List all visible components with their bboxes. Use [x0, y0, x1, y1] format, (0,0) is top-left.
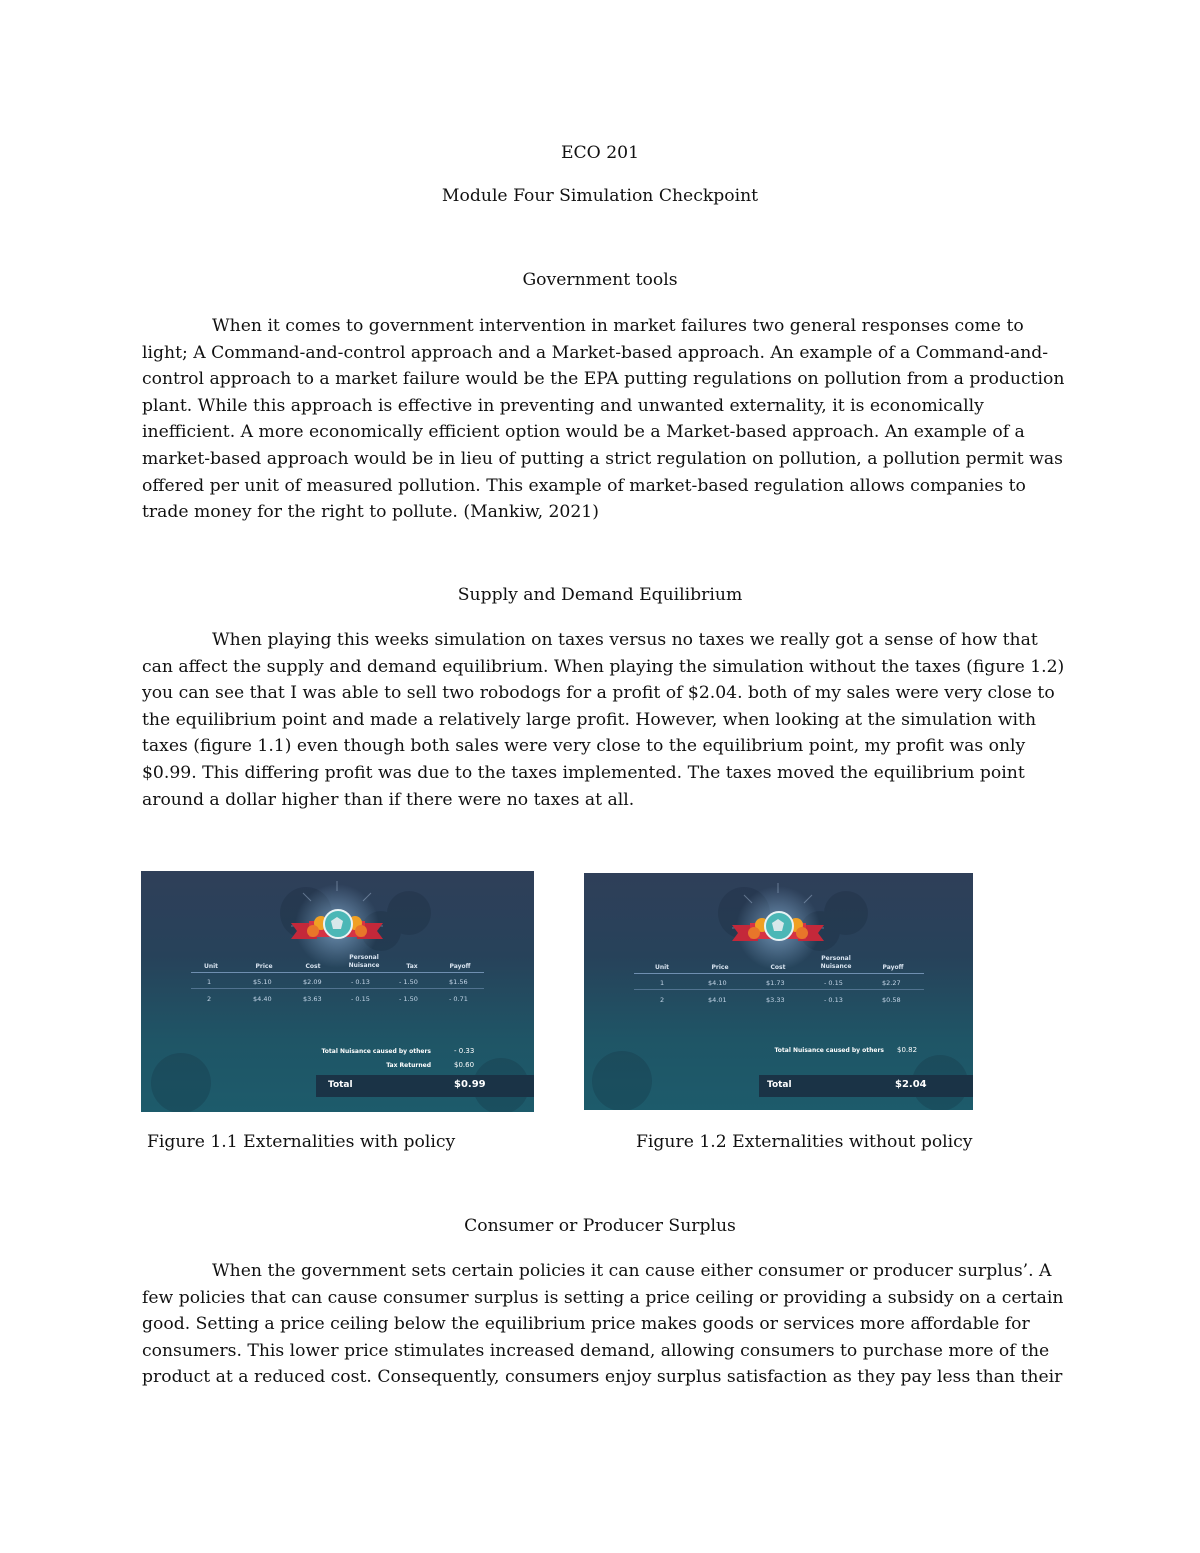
table-cell: - 0.13 [824, 996, 843, 1004]
column-header-price: Price [255, 963, 273, 970]
text-line: you can see that I was able to sell two robodogs for a profit of $2.04. both of my sales were very close to [142, 683, 1055, 704]
table-cell: - 1.50 [399, 978, 418, 986]
table-cell: $3.63 [303, 995, 322, 1003]
text-line: product at a reduced cost. Consequently, consumers enjoy surplus satisfaction as they pay less than their [142, 1367, 1063, 1388]
paragraph-supply-demand [142, 627, 1065, 813]
text-line: the equilibrium point and made a relatively large profit. However, when looking at the simulation with [142, 709, 1037, 730]
tax-returned-label: Tax Returned [386, 1062, 431, 1069]
row-divider [634, 989, 924, 990]
table-cell: - 0.13 [351, 978, 370, 986]
figure-1-2-caption: Figure 1.2 Externalities without policy [636, 1132, 973, 1152]
section-heading-supply-demand: Supply and Demand Equilibrium [457, 585, 743, 605]
text-line: good. Setting a price ceiling below the equilibrium price makes goods or services more affordable for [142, 1314, 1030, 1335]
column-header-personal-nuisance: Personal Nuisance [348, 954, 380, 969]
figure-1-1-screenshot [141, 871, 534, 1112]
header-divider [634, 973, 924, 974]
text-line: trade money for the right to pollute. (Mankiw, 2021) [142, 502, 599, 523]
tax-returned-value: $0.60 [454, 1061, 475, 1069]
table-cell: 1 [660, 979, 665, 987]
column-header-tax: Tax [406, 963, 418, 970]
text-line: can affect the supply and demand equilibrium. When playing the simulation without the taxes (figure 1.2) [142, 656, 1065, 677]
total-nuisance-label: Total Nuisance caused by others [774, 1047, 884, 1054]
text-line: taxes (figure 1.1) even though both sales were very close to the equilibrium point, my profit was only [142, 736, 1026, 757]
table-cell: $2.09 [303, 978, 322, 986]
total-nuisance-value: - 0.33 [454, 1047, 475, 1055]
column-header-price: Price [711, 964, 729, 971]
table-cell: - 0.15 [824, 979, 843, 987]
table-cell: 1 [207, 978, 212, 986]
course-code: ECO 201 [560, 143, 640, 163]
table-cell: 2 [207, 995, 212, 1003]
text-line: When playing this weeks simulation on taxes versus no taxes we really got a sense of how that [212, 630, 1038, 650]
text-line: When it comes to government intervention in market failures two general responses come to [212, 316, 1024, 336]
column-header-personal-nuisance: Personal Nuisance [820, 955, 852, 970]
table-cell: $4.10 [708, 979, 727, 987]
table-cell: $0.58 [882, 996, 901, 1004]
table-cell: $3.33 [766, 996, 785, 1004]
column-header-unit: Unit [203, 963, 219, 970]
text-line: offered per unit of measured pollution. This example of market-based regulation allows companies to [142, 475, 1026, 496]
total-value: $0.99 [454, 1079, 486, 1090]
column-header-unit: Unit [654, 964, 670, 971]
header-divider [191, 972, 484, 973]
table-cell: $1.73 [766, 979, 785, 987]
section-heading-surplus: Consumer or Producer Surplus [464, 1216, 736, 1236]
total-bar [316, 1075, 534, 1097]
total-value: $2.04 [895, 1079, 927, 1090]
text-line: light; A Command-and-control approach and a Market-based approach. An example of a Command-and- [142, 342, 1049, 363]
text-line: inefficient. A more economically efficient option would be a Market-based approach. An example of a [142, 422, 1025, 443]
total-nuisance-value: $0.82 [897, 1046, 918, 1054]
table-cell: 2 [660, 996, 665, 1004]
figure-1-1-caption: Figure 1.1 Externalities with policy [147, 1132, 456, 1152]
table-cell: - 1.50 [399, 995, 418, 1003]
section-heading-government-tools: Government tools [522, 270, 678, 290]
total-nuisance-label: Total Nuisance caused by others [321, 1048, 431, 1055]
column-header-cost: Cost [305, 963, 321, 970]
text-line: plant. While this approach is effective in preventing and unwanted externality, it is economically [142, 395, 984, 416]
document-title: Module Four Simulation Checkpoint [441, 186, 759, 206]
column-header-payoff: Payoff [449, 963, 471, 970]
text-line: control approach to a market failure would be the EPA putting regulations on pollution from a production [142, 369, 1065, 390]
paragraph-surplus [142, 1258, 1062, 1391]
text-line: market-based approach would be in lieu of putting a strict regulation on pollution, a pollution permit was [142, 448, 1063, 469]
table-cell: $2.27 [882, 979, 901, 987]
table-cell: - 0.71 [449, 995, 468, 1003]
total-label: Total [767, 1080, 792, 1090]
text-line: When the government sets certain policies it can cause either consumer or producer surplus’. A [212, 1261, 1052, 1281]
table-cell: $5.10 [253, 978, 272, 986]
column-header-cost: Cost [770, 964, 786, 971]
text-line: few policies that can cause consumer surplus is setting a price ceiling or providing a subsidy on a certain [142, 1287, 1064, 1308]
table-cell: $4.40 [253, 995, 272, 1003]
text-line: $0.99. This differing profit was due to the taxes implemented. The taxes moved the equilibrium point [142, 762, 1025, 783]
table-cell: - 0.15 [351, 995, 370, 1003]
text-line: consumers. This lower price stimulates increased demand, allowing consumers to purchase more of the [142, 1340, 1050, 1361]
total-bar [759, 1075, 973, 1097]
text-line: around a dollar higher than if there were no taxes at all. [142, 789, 635, 810]
total-label: Total [328, 1080, 353, 1090]
table-cell: $1.56 [449, 978, 468, 986]
figure-1-2-screenshot [584, 873, 973, 1110]
table-cell: $4.01 [708, 996, 727, 1004]
row-divider [191, 988, 484, 989]
paragraph-government-tools [142, 313, 1065, 526]
column-header-payoff: Payoff [882, 964, 904, 971]
